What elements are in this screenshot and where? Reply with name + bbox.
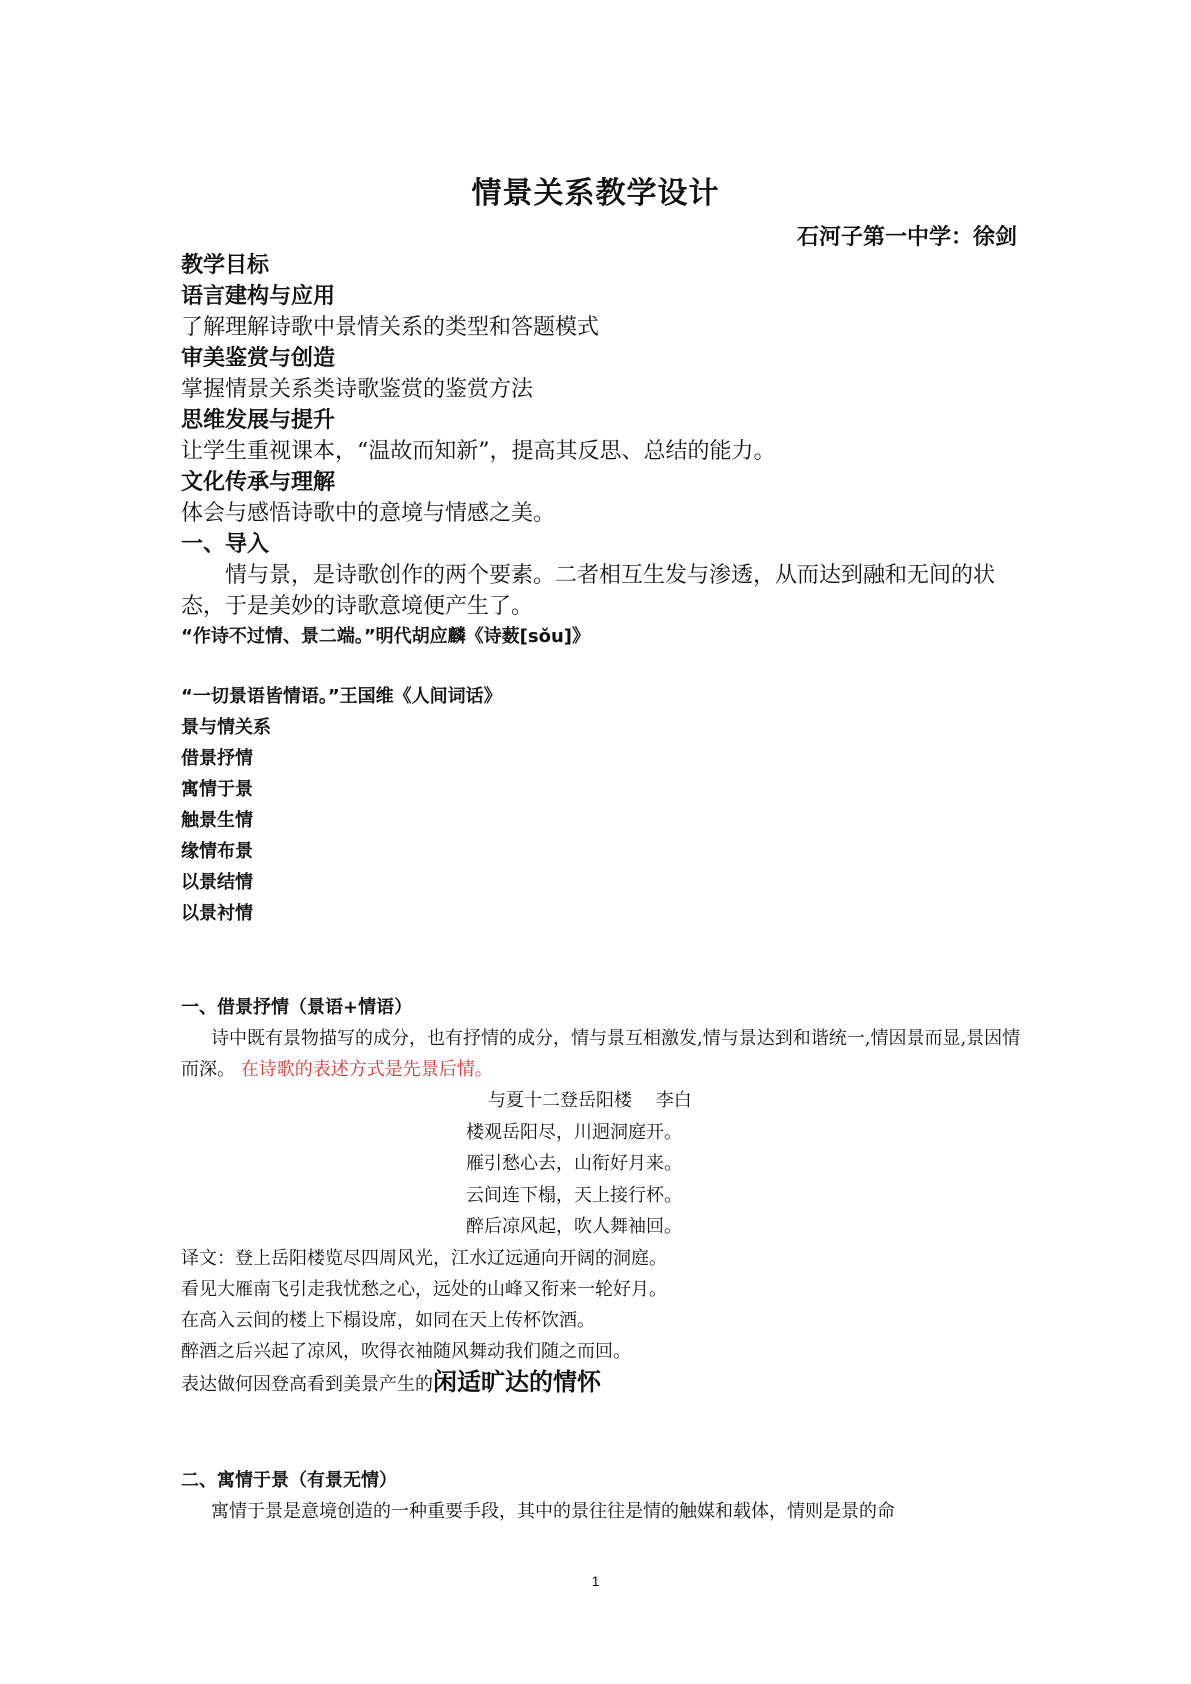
translation-line: 醉酒之后兴起了凉风，吹得衣袖随风舞动我们随之而回。 [181,1340,631,1362]
section2-heading: 二、寓情于景（有景无情） [181,1469,397,1491]
goal-text-culture: 体会与感悟诗歌中的意境与情感之美。 [181,501,556,526]
intro-paragraph: 情与景，是诗歌创作的两个要素。二者相互生发与渗透，从而达到融和无间的状态，于是美妙的诗歌意境便产生了。 [181,563,996,619]
goals-heading: 教学目标 [181,253,270,278]
goal-heading-language: 语言建构与应用 [181,284,336,309]
summary-prefix: 表达做何因登高看到美景产生的 [181,1373,433,1395]
intro-quote-2: “一切景语皆情语。”王国维《人间词话》 [181,686,502,707]
translation-line: 译文：登上岳阳楼览尽四周风光，江水辽远通向开阔的洞庭。 [181,1247,667,1269]
section1-summary [181,1367,1021,1400]
goal-text-language: 了解理解诗歌中景情关系的类型和答题模式 [181,315,600,340]
page-number: 1 [591,1573,600,1589]
translation-line: 在高入云间的楼上下榻设席，如同在天上传杯饮酒。 [181,1309,595,1331]
goal-heading-aesthetic: 审美鉴赏与创造 [181,346,336,371]
document-body [181,250,1021,1527]
relation-item: 寓情于景 [181,779,253,800]
poem-line: 云间连下榻，天上接行杯。 [466,1184,682,1206]
relation-item: 以景结情 [181,872,253,893]
document-title: 情景关系教学设计 [471,176,720,211]
section1-highlight: 在诗歌的表述方式是先景后情。 [240,1059,493,1080]
goal-heading-thinking: 思维发展与提升 [181,408,336,433]
poem-block [181,1085,1021,1243]
intro-quote-1: “作诗不过情、景二端。”明代胡应麟《诗薮[sǒu]》 [181,626,591,647]
poem-title: 与夏十二登岳阳楼 李白 [488,1090,692,1111]
section1-heading: 一、借景抒情（景语+情语） [181,997,413,1018]
goal-text-aesthetic: 掌握情景关系类诗歌鉴赏的鉴赏方法 [181,377,534,402]
relation-item: 以景衬情 [181,903,253,924]
author-line: 石河子第一中学：徐剑 [796,225,1017,250]
poem-line: 醉后凉风起，吹人舞袖回。 [466,1216,682,1237]
section1-paragraph [181,1023,1021,1085]
intro-heading: 一、导入 [181,532,270,557]
translation-line: 看见大雁南飞引走我忧愁之心，远处的山峰又衔来一轮好月。 [181,1278,667,1300]
goal-heading-culture: 文化传承与理解 [181,470,336,495]
relations-heading: 景与情关系 [181,717,271,738]
section2-paragraph: 寓情于景是意境创造的一种重要手段，其中的景往往是情的触媒和载体，情则是景的命 [211,1500,895,1522]
relation-item: 借景抒情 [181,748,253,769]
relation-item: 缘情布景 [181,841,253,862]
relation-item: 触景生情 [181,810,253,831]
poem-line: 雁引愁心去，山衔好月来。 [466,1153,682,1174]
poem-line: 楼观岳阳尽，川迥洞庭开。 [466,1121,682,1143]
section1-paragraph-text: 诗中既有景物描写的成分，也有抒情的成分，情与景互相激发,情与景达到和谐统一,情因景而显,景因情而深。 [181,1028,1021,1080]
summary-emphasis: 闲适旷达的情怀 [433,1367,601,1396]
goal-text-thinking: 让学生重视课本，“温故而知新”，提高其反思、总结的能力。 [181,439,776,464]
